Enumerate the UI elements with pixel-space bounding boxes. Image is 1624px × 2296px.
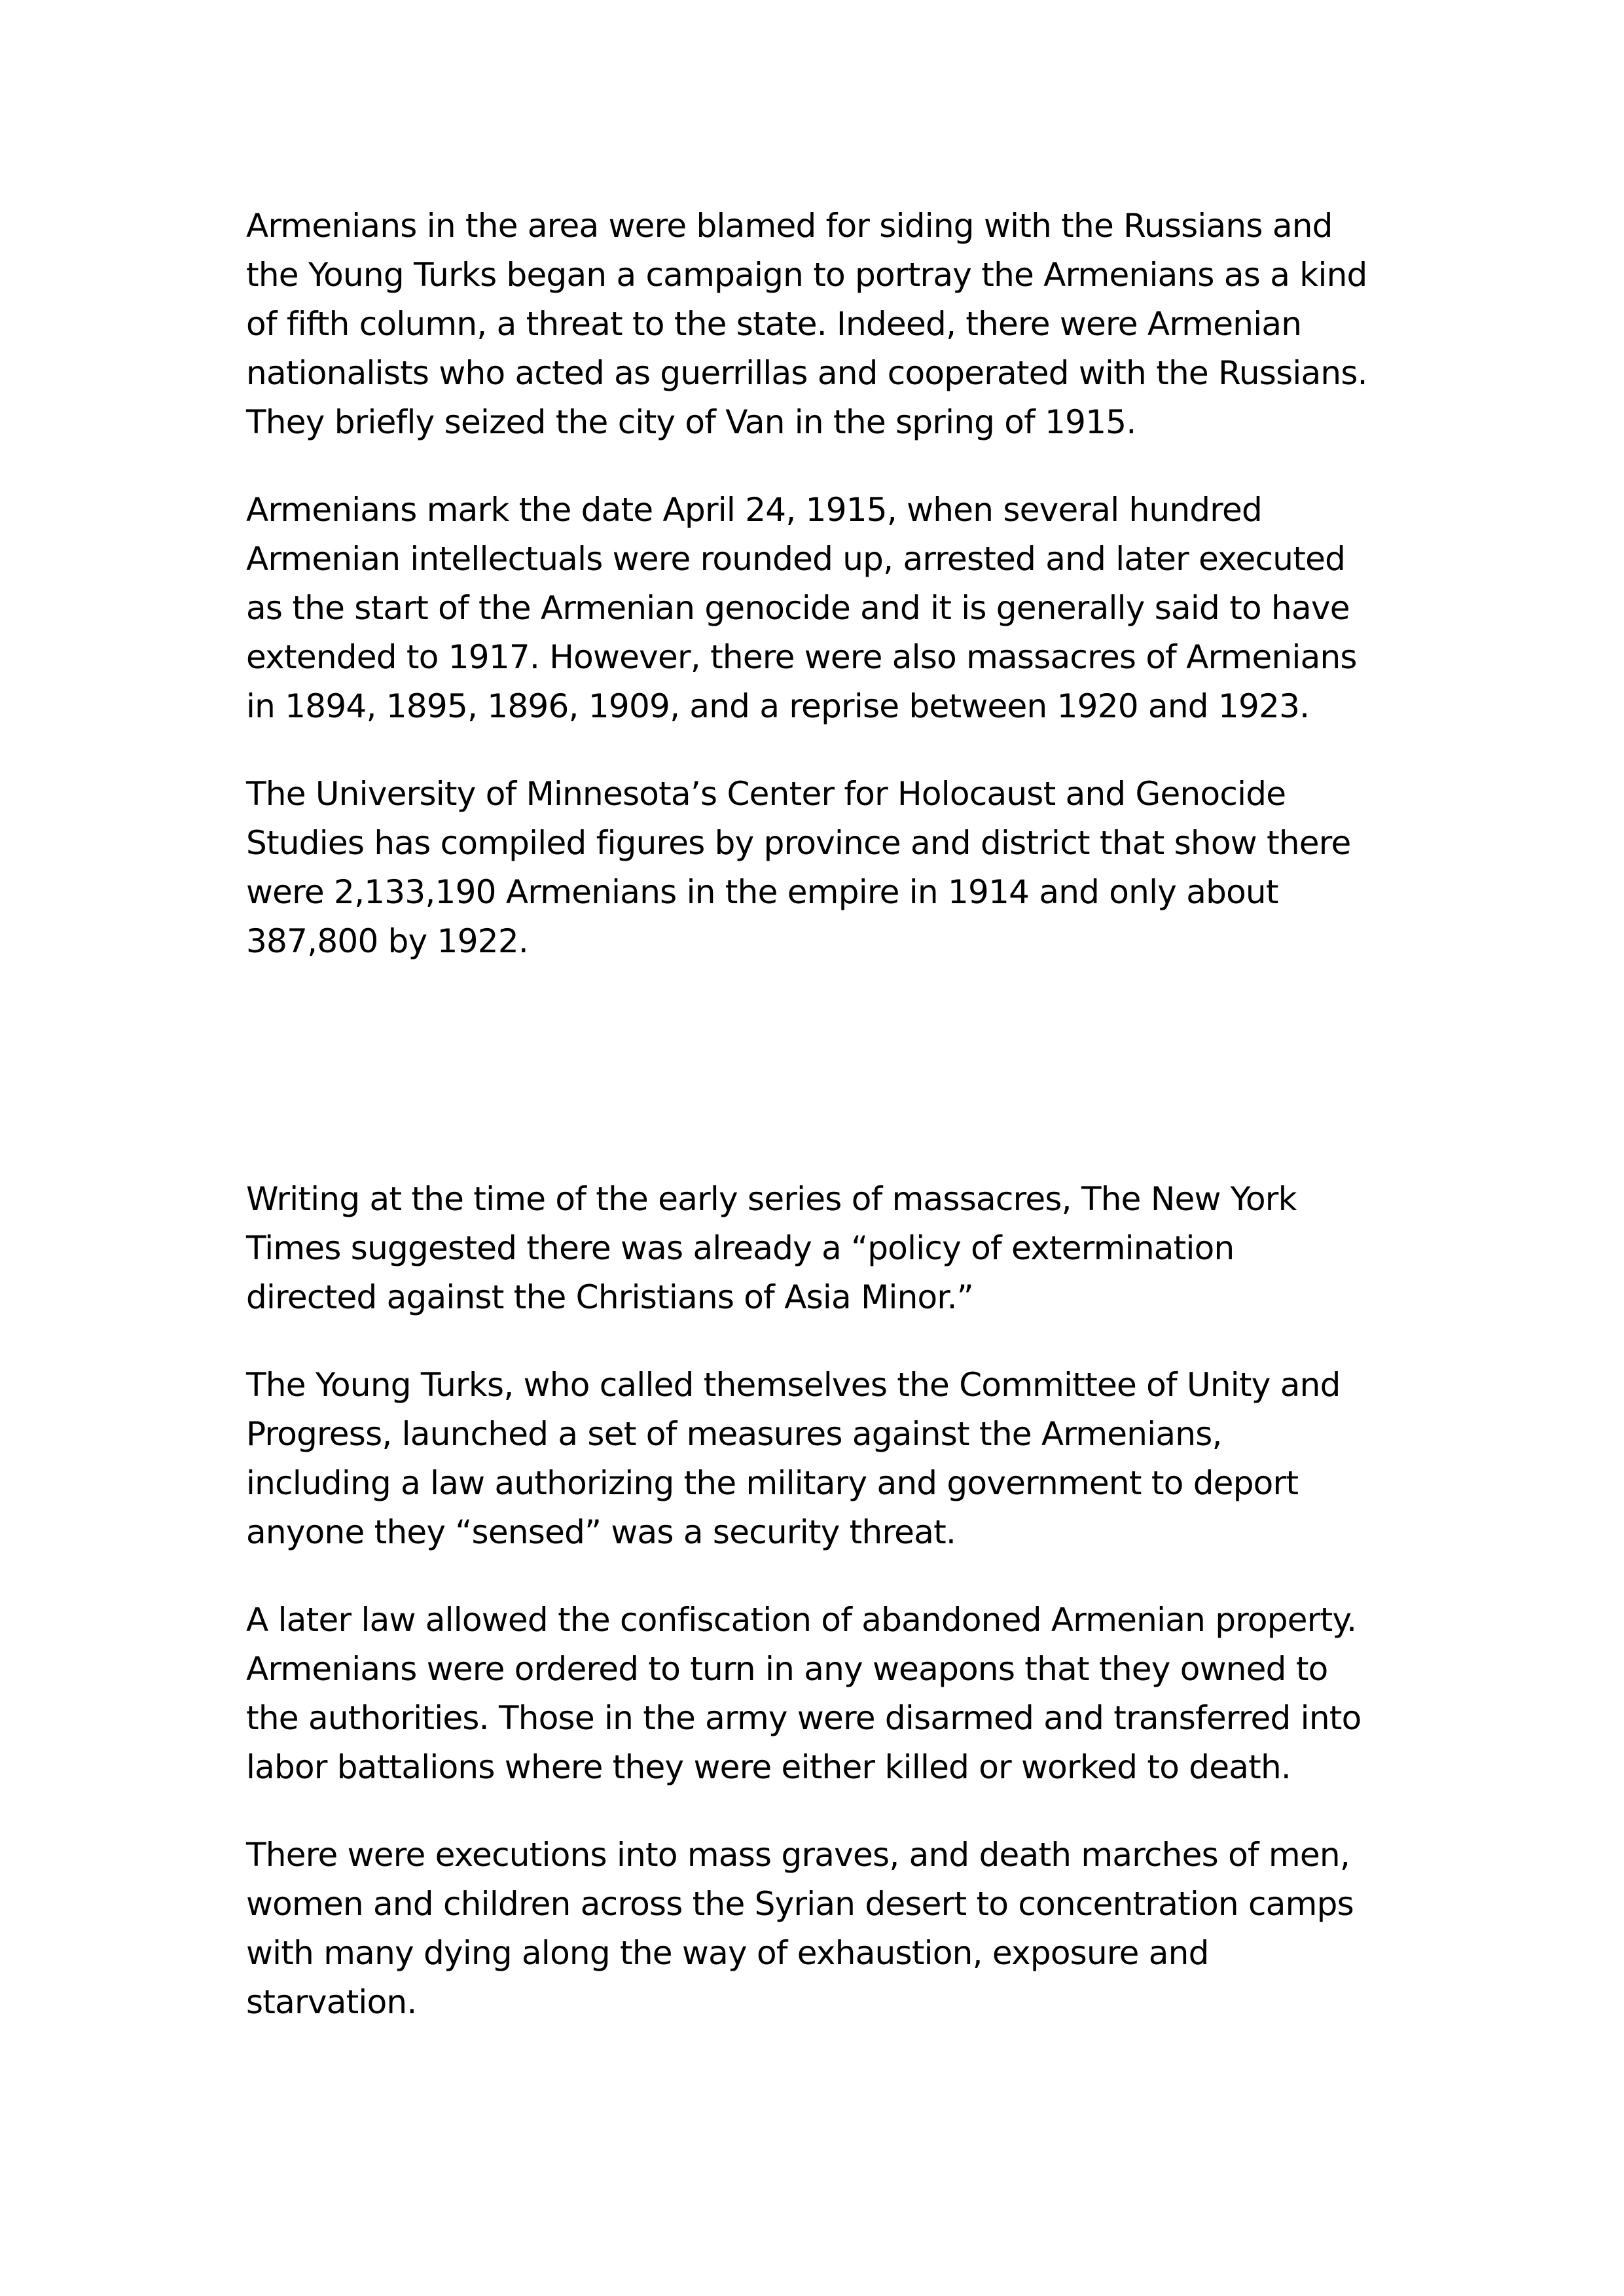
text-line: A later law allowed the confiscation of abandoned Armenian property.: [246, 1601, 1357, 1639]
text-line: of fifth column, a threat to the state. Indeed, there were Armenian: [246, 305, 1302, 343]
text-line: the Young Turks began a campaign to portray the Armenians as a kind: [246, 256, 1367, 294]
text-paragraph: [246, 202, 1572, 447]
text-line: anyone they “sensed” was a security threat.: [246, 1513, 956, 1551]
text-line: Armenian intellectuals were rounded up, arrested and later executed: [246, 540, 1346, 578]
text-line: with many dying along the way of exhaustion, exposure and: [246, 1934, 1209, 1972]
text-paragraph: [246, 1361, 1572, 1557]
text-line: were 2,133,190 Armenians in the empire in 1914 and only about: [246, 873, 1278, 911]
text-paragraph: [246, 1831, 1572, 2027]
text-line: starvation.: [246, 1983, 417, 2021]
text-line: Armenians in the area were blamed for siding with the Russians and: [246, 207, 1333, 245]
text-line: Writing at the time of the early series of massacres, The New York: [246, 1180, 1297, 1218]
text-paragraph: [246, 770, 1572, 966]
text-line: extended to 1917. However, there were also massacres of Armenians: [246, 638, 1357, 676]
text-line: There were executions into mass graves, and death marches of men,: [246, 1836, 1350, 1874]
text-line: women and children across the Syrian desert to concentration camps: [246, 1885, 1354, 1923]
text-paragraph: [246, 486, 1572, 731]
text-line: Studies has compiled figures by province and district that show there: [246, 824, 1351, 862]
text-paragraph: [246, 1175, 1572, 1322]
text-line: Progress, launched a set of measures against the Armenians,: [246, 1415, 1222, 1453]
text-line: Armenians were ordered to turn in any weapons that they owned to: [246, 1650, 1328, 1688]
text-line: They briefly seized the city of Van in the spring of 1915.: [246, 403, 1136, 441]
text-line: labor battalions where they were either killed or worked to death.: [246, 1748, 1291, 1786]
text-line: as the start of the Armenian genocide and it is generally said to have: [246, 589, 1350, 627]
text-line: The University of Minnesota’s Center for Holocaust and Genocide: [246, 775, 1286, 813]
text-line: The Young Turks, who called themselves the Committee of Unity and: [246, 1366, 1341, 1404]
text-line: 387,800 by 1922.: [246, 922, 529, 960]
text-line: in 1894, 1895, 1896, 1909, and a reprise between 1920 and 1923.: [246, 687, 1310, 725]
blank-gap: [246, 1005, 1572, 1175]
text-line: Times suggested there was already a “policy of extermination: [246, 1229, 1235, 1267]
text-line: the authorities. Those in the army were disarmed and transferred into: [246, 1699, 1362, 1737]
text-paragraph: [246, 1596, 1572, 1792]
text-line: Armenians mark the date April 24, 1915, when several hundred: [246, 491, 1262, 529]
text-line: nationalists who acted as guerrillas and cooperated with the Russians.: [246, 354, 1367, 392]
text-line: directed against the Christians of Asia Minor.”: [246, 1278, 973, 1316]
text-line: including a law authorizing the military and government to deport: [246, 1464, 1299, 1502]
